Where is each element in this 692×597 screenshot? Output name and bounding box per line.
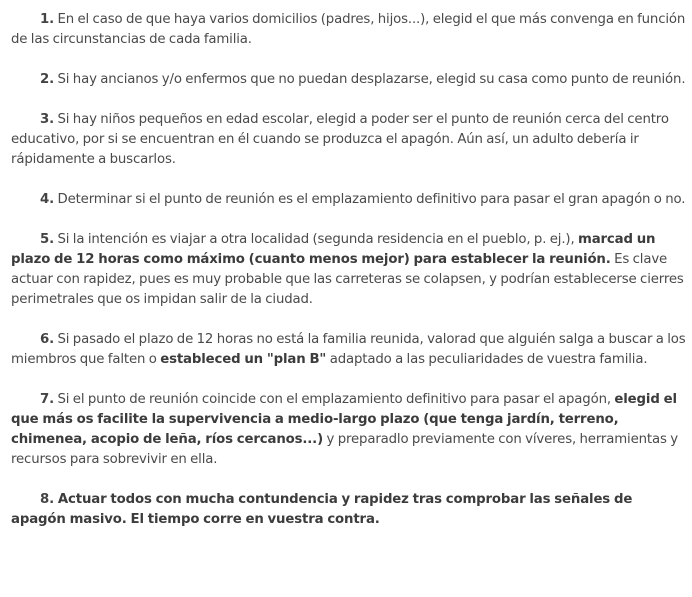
item-text: En el caso de que haya varios domicilios (padres, hijos...), elegid el que más convenga en función de las circunstancias de cada familia.	[11, 12, 686, 47]
item-number: 1.	[40, 12, 55, 27]
item-number: 3.	[40, 112, 55, 127]
item-text-bold: Actuar todos con mucha contundencia y rapidez tras comprobar las señales de apagón masivo. El tiempo corre en vuestra contra.	[11, 492, 633, 527]
list-item	[11, 190, 686, 210]
item-text: Si el punto de reunión coincide con el emplazamiento definitivo para pasar el apagón,	[54, 392, 615, 407]
item-text: Si la intención es viajar a otra localidad (segunda residencia en el pueblo, p. ej.),	[54, 232, 578, 247]
item-text: Si pasado el plazo de 12 horas no está la familia reunida, valorad que alguién salga a buscar a los miembros que falten o	[11, 332, 686, 367]
item-text: Determinar si el punto de reunión es el emplazamiento definitivo para pasar el gran apagón o no.	[54, 192, 686, 207]
item-text-bold: elegid el que más os facilite la supervivencia a medio-largo plazo (que tenga jardín, terreno, chimenea, acopio de leña, ríos cercanos...)	[11, 392, 677, 447]
list-item	[11, 70, 686, 90]
item-number: 5.	[40, 232, 55, 247]
item-text: Es clave actuar con rapidez, pues es muy probable que las carreteras se colapsen, y podrían establecerse cierres perimetrales que os impidan salir de la ciudad.	[11, 252, 684, 307]
item-text-bold: marcad un plazo de 12 horas como máximo (cuanto menos mejor) para establecer la reunión.	[11, 232, 656, 267]
item-text-bold: estableced un "plan B"	[160, 352, 327, 367]
list-item	[11, 110, 686, 170]
item-text: y preparadlo previamente con víveres, herramientas y recursos para sobrevivir en ella.	[11, 432, 678, 467]
item-number: 8.	[40, 492, 55, 507]
item-number: 2.	[40, 72, 55, 87]
item-text: adaptado a las peculiaridades de vuestra familia.	[326, 352, 648, 367]
list-item	[11, 10, 686, 50]
list-item	[11, 230, 686, 310]
list-item	[11, 330, 686, 370]
item-number: 7.	[40, 392, 55, 407]
item-text: Si hay niños pequeños en edad escolar, elegid a poder ser el punto de reunión cerca del centro educativo, por si se encuentran en él cuando se produzca el apagón. Aún así, un adulto debería ir rápidamente a buscarlos.	[11, 112, 669, 167]
list-item	[11, 390, 686, 470]
item-text: Si hay ancianos y/o enfermos que no puedan desplazarse, elegid su casa como punto de reunión.	[54, 72, 686, 87]
item-number: 6.	[40, 332, 55, 347]
list-item	[11, 490, 686, 530]
item-number: 4.	[40, 192, 55, 207]
